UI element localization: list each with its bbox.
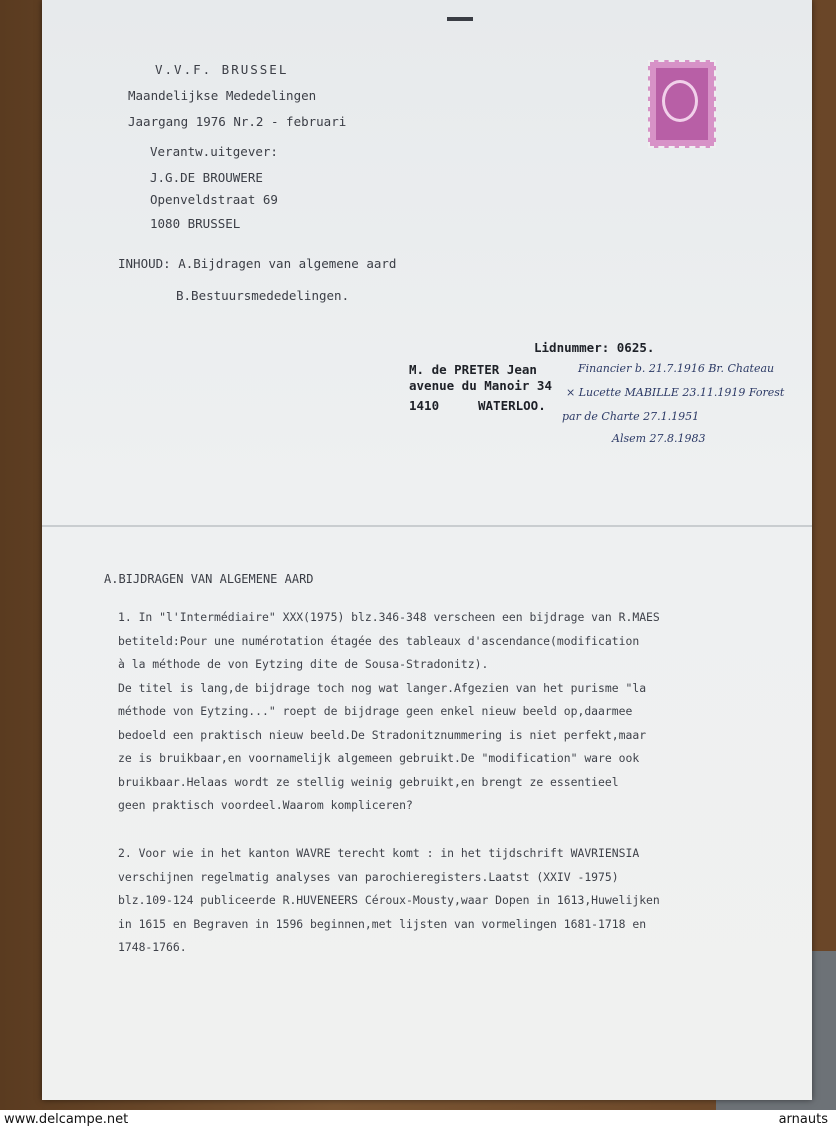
contents-line-b: B.Bestuursmededelingen. bbox=[176, 288, 350, 303]
paragraph-line: 1. In "l'Intermédiaire" XXX(1975) blz.346-348 verscheen een bijdrage van R.MAES bbox=[118, 610, 660, 624]
paragraph-line: méthode von Eytzing..." roept de bijdrage geen enkel nieuw beeld op,daarmee bbox=[118, 704, 633, 718]
handwritten-note-1: Financier b. 21.7.1916 Br. Chateau bbox=[578, 362, 775, 375]
paragraph-line: geen praktisch voordeel.Waarom kompliceren? bbox=[118, 798, 413, 812]
paragraph-line: bruikbaar.Helaas wordt ze stellig weinig gebruikt,en brengt ze essentieel bbox=[118, 774, 619, 789]
handwritten-note-2: × Lucette MABILLE 23.11.1919 Forest bbox=[566, 386, 785, 399]
paragraph-line: betiteld:Pour une numérotation étagée des tableaux d'ascendance(modification bbox=[118, 633, 640, 648]
paper-fold bbox=[42, 525, 812, 527]
publisher-name: J.G.DE BROUWERE bbox=[150, 170, 263, 185]
lion-emblem-icon bbox=[662, 80, 698, 122]
paragraph-line: in 1615 en Begraven in 1596 beginnen,met lijsten van vormelingen 1681-1718 en bbox=[118, 916, 647, 931]
member-street: avenue du Manoir 34 bbox=[409, 378, 552, 393]
contents-line-a: INHOUD: A.Bijdragen van algemene aard bbox=[118, 256, 397, 271]
paragraph-line: De titel is lang,de bijdrage toch nog wat langer.Afgezien van het purisme "la bbox=[118, 680, 647, 695]
publisher-city: 1080 BRUSSEL bbox=[150, 216, 241, 231]
paragraph-line: blz.109-124 publiceerde R.HUVENEERS Céroux-Mousty,waar Dopen in 1613,Huwelijken bbox=[118, 893, 660, 907]
document-sheet bbox=[42, 0, 812, 1100]
member-city: WATERLOO. bbox=[478, 398, 546, 413]
member-number: Lidnummer: 0625. bbox=[534, 340, 655, 355]
top-mark bbox=[447, 17, 473, 21]
paragraph-line: à la méthode de von Eytzing dite de Sousa-Stradonitz). bbox=[118, 657, 489, 671]
paragraph-line: 1748-1766. bbox=[118, 940, 187, 954]
paragraph-line: 2. Voor wie in het kanton WAVRE terecht komt : in het tijdschrift WAVRIENSIA bbox=[118, 846, 640, 860]
watermark-right: arnauts bbox=[778, 1112, 828, 1127]
postage-stamp bbox=[648, 60, 716, 148]
paragraph-line: bedoeld een praktisch nieuw beeld.De Stradonitznummering is niet perfekt,maar bbox=[118, 727, 647, 742]
handwritten-note-4: Alsem 27.8.1983 bbox=[612, 432, 706, 445]
paragraph-line: verschijnen regelmatig analyses van parochieregisters.Laatst (XXIV -1975) bbox=[118, 869, 619, 884]
issue-line: Jaargang 1976 Nr.2 - februari bbox=[128, 114, 347, 129]
publisher-street: Openveldstraat 69 bbox=[150, 192, 278, 207]
member-postcode: 1410 bbox=[409, 398, 440, 413]
publisher-label: Verantw.uitgever: bbox=[150, 144, 278, 159]
member-name: M. de PRETER Jean bbox=[409, 362, 537, 377]
paragraph-line: ze is bruikbaar,en voornamelijk algemeen gebruikt.De "modification" ware ook bbox=[118, 751, 640, 765]
publication-title: Maandelijkse Mededelingen bbox=[128, 88, 317, 103]
handwritten-note-3: par de Charte 27.1.1951 bbox=[562, 410, 700, 423]
watermark-bar bbox=[0, 1110, 836, 1131]
watermark-left: www.delcampe.net bbox=[4, 1112, 129, 1127]
section-heading: A.BIJDRAGEN VAN ALGEMENE AARD bbox=[104, 572, 314, 586]
org-name: V.V.F. BRUSSEL bbox=[155, 62, 289, 77]
